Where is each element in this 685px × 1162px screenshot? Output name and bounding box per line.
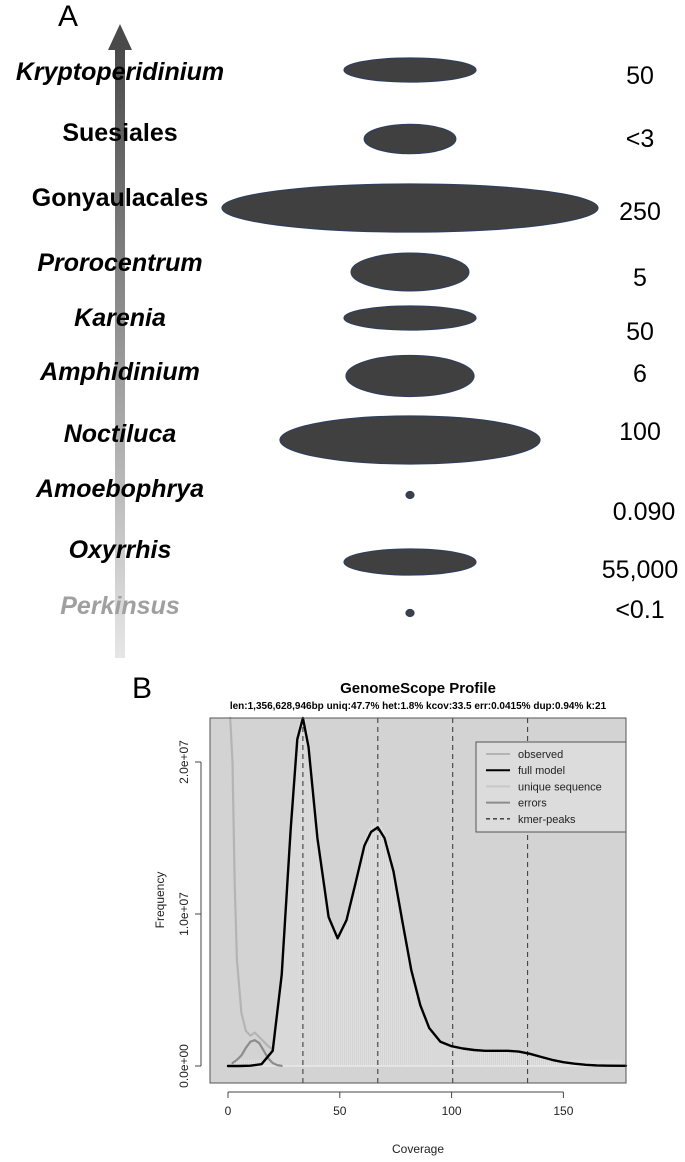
x-tick-label: 100	[441, 1104, 462, 1118]
x-axis-label: Coverage	[391, 1142, 445, 1156]
taxon-name-gonyaulacales: Gonyaulacales	[31, 184, 209, 212]
legend-entry: full model	[518, 765, 566, 778]
genome-size-bubble-oxyrrhis	[344, 549, 476, 575]
legend-entry: kmer-peaks	[518, 813, 576, 826]
legend-entry: errors	[518, 797, 547, 810]
taxon-name-oxyrrhis: Oxyrrhis	[68, 536, 172, 564]
y-axis-label: Frequency	[153, 871, 167, 929]
genome-size-bubble-gonyaulacales	[222, 184, 598, 232]
genome-size-bubble-suesiales	[364, 124, 456, 153]
genome-size-bubble-kryptoperidinium	[344, 58, 476, 82]
genome-size-label-karenia: 50	[626, 318, 654, 346]
panel-b-genomescope-chart	[0, 668, 685, 1162]
panel-b-letter: B	[132, 672, 153, 705]
genome-size-bubble-perkinsus	[406, 610, 414, 617]
genome-size-label-perkinsus: <0.1	[615, 596, 665, 624]
legend-entry: observed	[518, 749, 564, 761]
genome-size-label-oxyrrhis: 55,000	[601, 556, 679, 584]
genome-size-bubble-prorocentrum	[351, 253, 469, 291]
genome-size-label-amoebophrya: 0.090	[612, 498, 676, 526]
legend-entry: unique sequence	[518, 781, 602, 794]
genome-size-label-suesiales: <3	[625, 125, 655, 153]
x-tick-label: 50	[333, 1104, 347, 1118]
taxon-name-noctiluca: Noctiluca	[63, 420, 177, 448]
taxon-name-prorocentrum: Prorocentrum	[37, 249, 203, 277]
taxon-name-perkinsus: Perkinsus	[60, 592, 180, 620]
evolution-arrow-head	[108, 24, 132, 50]
y-tick-label: 2.0e+07	[177, 740, 191, 784]
taxon-name-suesiales: Suesiales	[62, 119, 178, 147]
genome-size-label-amphidinium: 6	[633, 360, 647, 388]
taxon-name-karenia: Karenia	[74, 304, 166, 332]
genome-size-label-kryptoperidinium: 50	[626, 62, 654, 90]
genome-size-label-prorocentrum: 5	[633, 264, 647, 292]
x-tick-label: 0	[224, 1104, 232, 1118]
x-tick-label: 150	[553, 1104, 574, 1118]
chart-title: GenomeScope Profile	[340, 680, 496, 697]
panel-a-letter: A	[58, 0, 79, 33]
genome-size-bubble-amoebophrya	[406, 492, 414, 499]
genome-size-bubble-noctiluca	[280, 416, 540, 464]
genome-size-label-noctiluca: 100	[619, 418, 661, 446]
genome-size-label-gonyaulacales: 250	[619, 198, 661, 226]
legend	[476, 742, 626, 832]
chart-subtitle: len:1,356,628,946bp uniq:47.7% het:1.8% kcov:33.5 err:0.0415% dup:0.94% k:21	[229, 701, 607, 712]
y-tick-label: 1.0e+07	[177, 892, 191, 936]
taxon-name-amphidinium: Amphidinium	[40, 358, 200, 386]
taxon-name-amoebophrya: Amoebophrya	[35, 475, 205, 503]
y-axis	[177, 740, 201, 1088]
y-tick-label: 0.0e+00	[177, 1044, 191, 1088]
genome-size-bubble-amphidinium	[346, 356, 474, 397]
taxon-name-kryptoperidinium: Kryptoperidinium	[15, 58, 225, 86]
x-axis	[225, 1092, 574, 1118]
genome-size-bubble-karenia	[344, 306, 476, 330]
